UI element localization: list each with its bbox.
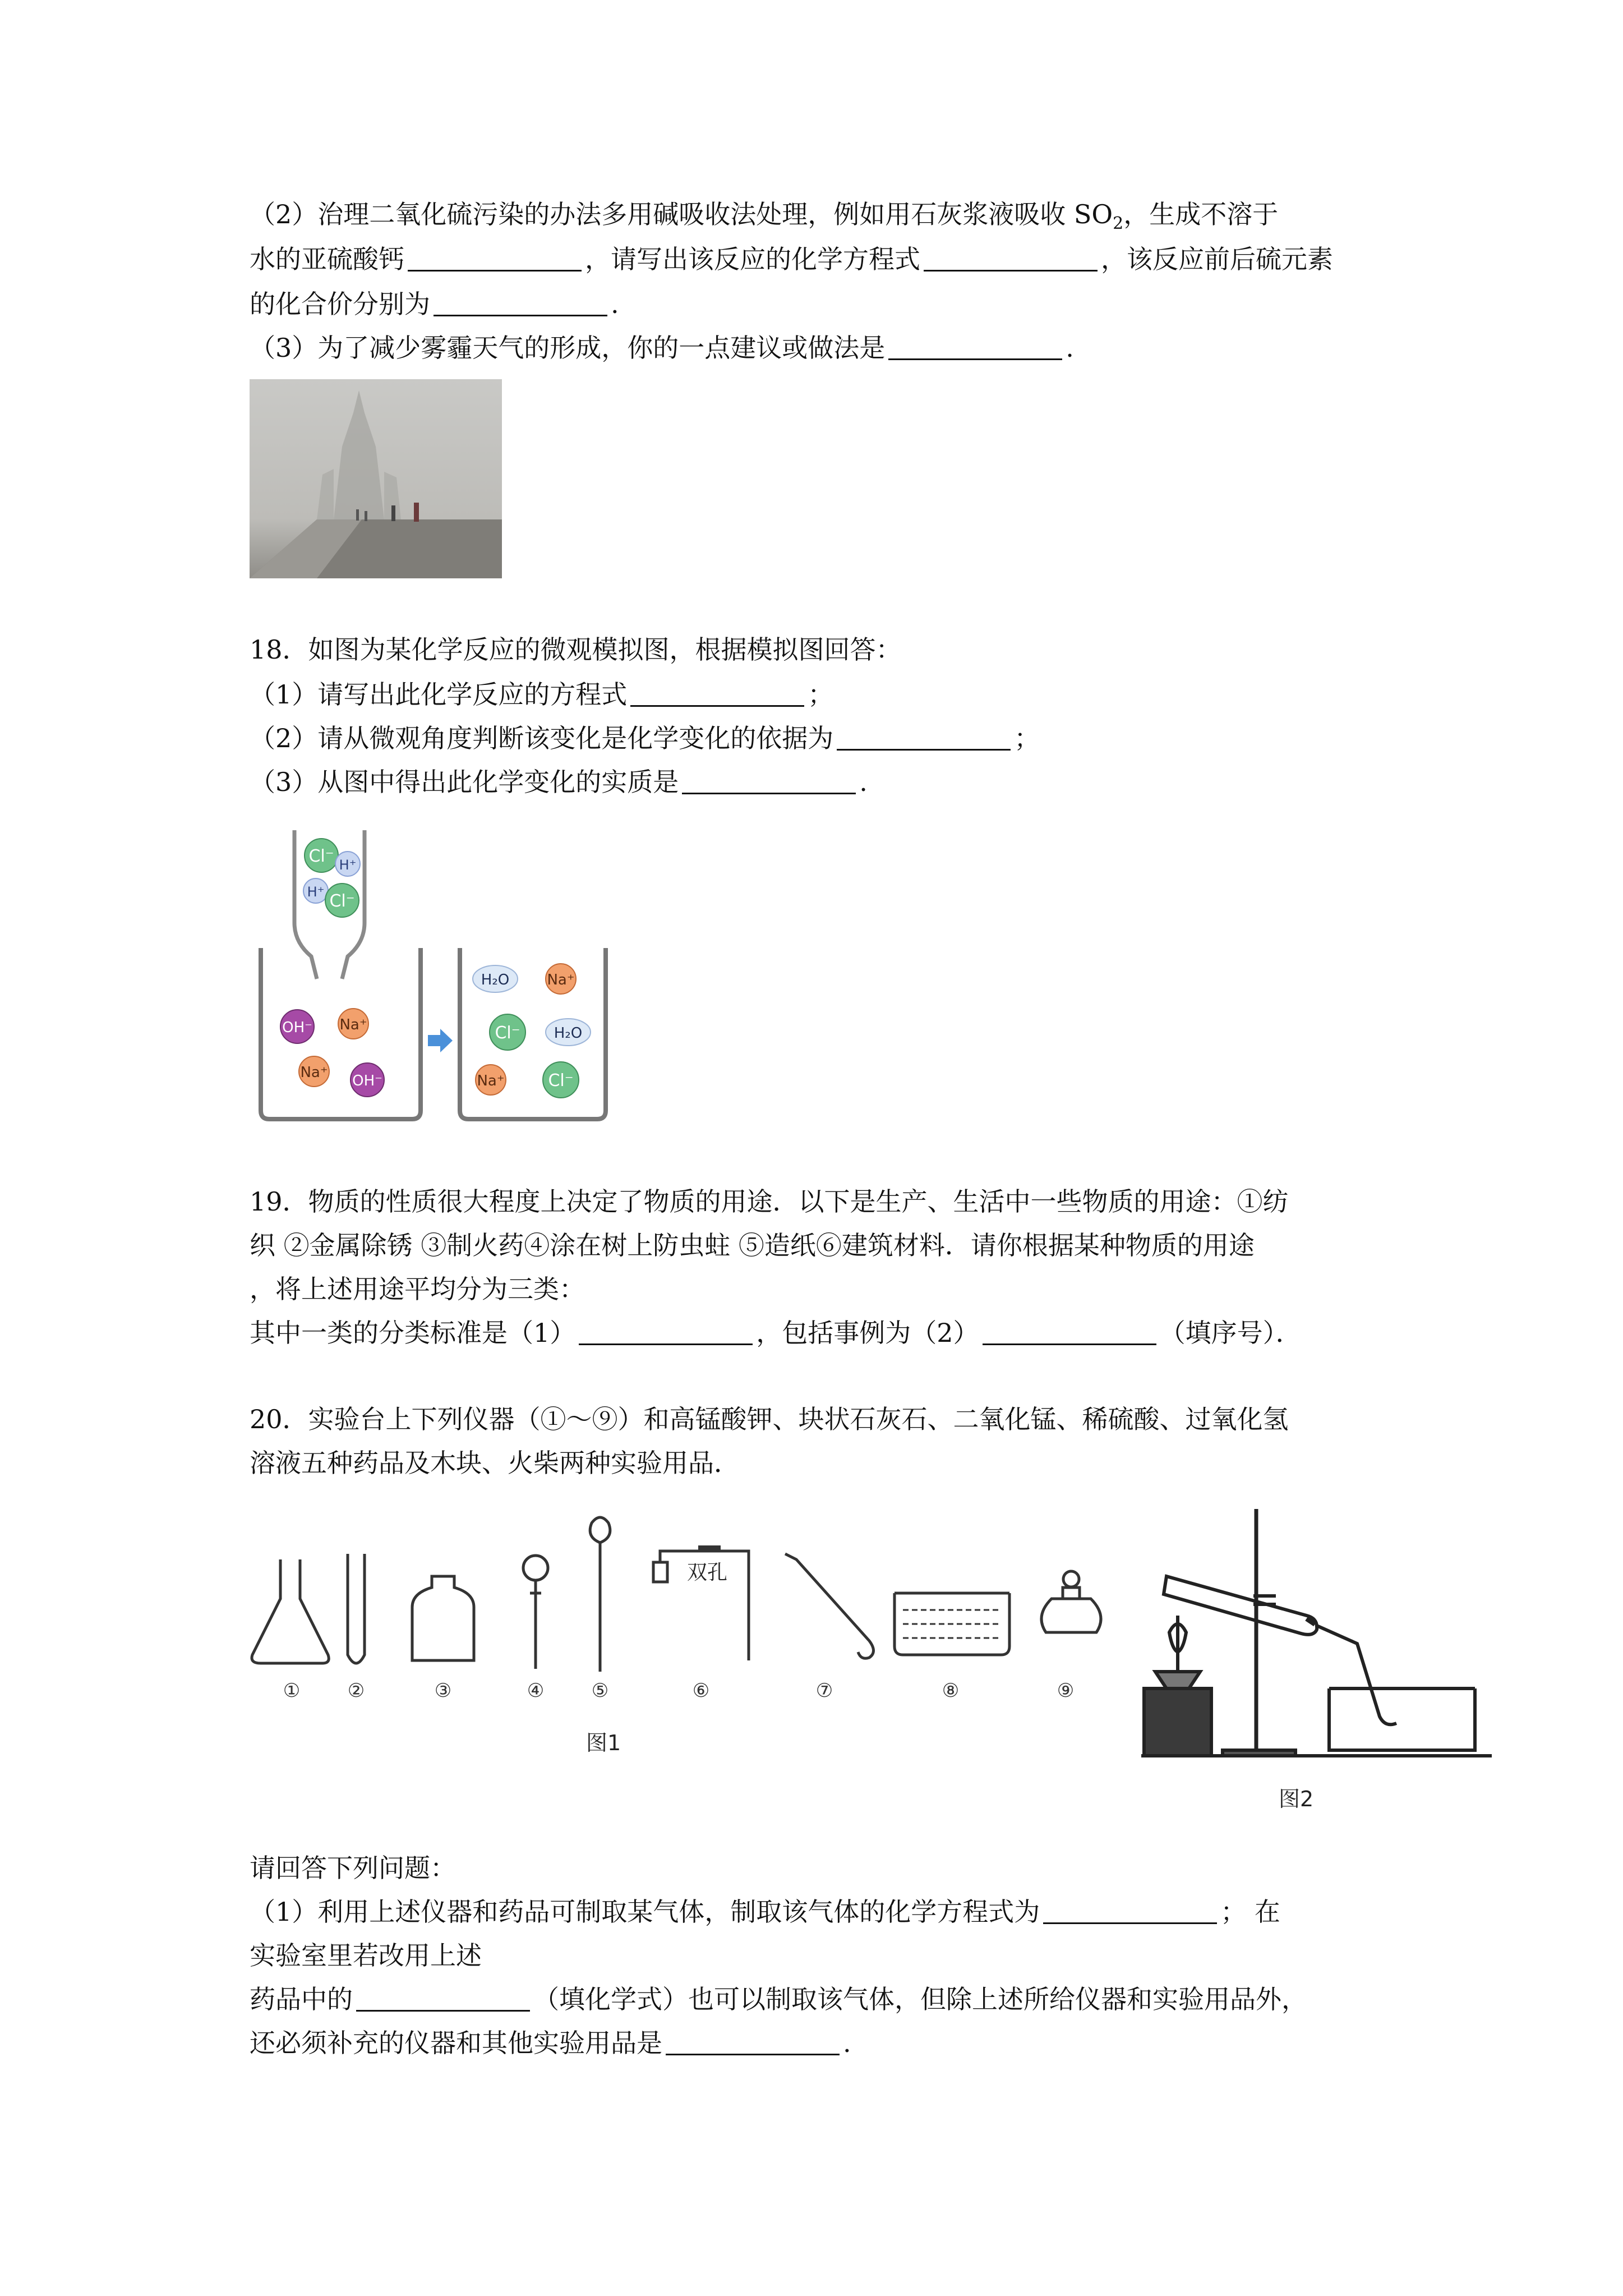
q18-stem bbox=[250, 633, 902, 666]
q20-text-2: 溶液五种药品及木块、火柴两种实验用品． bbox=[250, 1448, 740, 1478]
instrument-number: ⑦ bbox=[815, 1680, 833, 1702]
q17-part3-end: . bbox=[1066, 333, 1074, 363]
q20-part1-text-2: 实验室里若改用上述 bbox=[250, 1940, 482, 1971]
q17-text-b: ，请写出该反应的化学方程式 bbox=[585, 244, 920, 274]
ion-na bbox=[338, 1009, 368, 1039]
q17-part2-line1 bbox=[250, 197, 1278, 241]
q19-text-4c: （填序号）． bbox=[1159, 1318, 1302, 1348]
ion-oh bbox=[280, 1010, 314, 1043]
q17-part2-line2 bbox=[250, 242, 1333, 276]
q19-line2 bbox=[250, 1228, 1255, 1262]
q17-part3-text: （3）为了减少雾霾天气的形成，你的一点建议或做法是 bbox=[250, 333, 886, 363]
ion-cl bbox=[325, 884, 359, 917]
q20-part1-text: （1）利用上述仪器和药品可制取某气体，制取该气体的化学方程式为 bbox=[250, 1897, 1040, 1927]
figure-1-label: 图1 bbox=[586, 1731, 621, 1755]
so2-subscript: 2 bbox=[1113, 214, 1124, 234]
ion-na bbox=[299, 1056, 329, 1087]
ion-label: Na⁺ bbox=[547, 972, 575, 988]
q19-line1 bbox=[250, 1185, 1289, 1218]
ion-label: Cl⁻ bbox=[329, 891, 355, 911]
gas-bottle-icon bbox=[412, 1576, 474, 1660]
double-hole-label: 双孔 bbox=[687, 1561, 728, 1584]
q20-ask-text: 请回答下列问题： bbox=[250, 1853, 456, 1883]
stopper-icon bbox=[653, 1562, 667, 1582]
alcohol-lamp-icon bbox=[1041, 1599, 1101, 1632]
water-trough-icon bbox=[1329, 1688, 1475, 1750]
ion-h bbox=[303, 878, 328, 903]
micro-reaction-diagram bbox=[250, 825, 620, 1128]
q19-line4 bbox=[250, 1316, 1302, 1350]
q18-part3-end: . bbox=[859, 767, 868, 797]
instrument-number: ④ bbox=[527, 1680, 545, 1702]
long-funnel-icon bbox=[590, 1517, 610, 1672]
ion-label: Na⁺ bbox=[339, 1016, 367, 1033]
figure-2-label: 图2 bbox=[1279, 1787, 1314, 1811]
ion-label: Cl⁻ bbox=[548, 1071, 574, 1091]
ion-h bbox=[335, 852, 360, 876]
answer-blank[interactable] bbox=[356, 1985, 530, 2012]
instrument-number: ⑨ bbox=[1057, 1680, 1075, 1702]
molecule-h2o bbox=[473, 965, 518, 992]
answer-blank[interactable] bbox=[837, 724, 1011, 751]
q19-text-4b: ，包括事例为（2） bbox=[756, 1318, 979, 1348]
answer-blank[interactable] bbox=[983, 1319, 1156, 1345]
q20-part1-text-3b: （填化学式）也可以制取该气体，但除上述所给仪器和实验用品外， bbox=[533, 1984, 1307, 2014]
answer-blank[interactable] bbox=[1043, 1898, 1217, 1924]
q17-text-e: . bbox=[611, 289, 619, 319]
instrument-number: ⑤ bbox=[591, 1680, 609, 1702]
instrument-number: ⑧ bbox=[942, 1680, 960, 1702]
q19-text-4a: 其中一类的分类标准是（1） bbox=[250, 1318, 576, 1348]
ion-label: H⁺ bbox=[307, 884, 325, 900]
q17-part2-line3 bbox=[250, 287, 619, 321]
answer-blank[interactable] bbox=[888, 334, 1062, 360]
q20-part1-line4 bbox=[250, 2026, 851, 2060]
q19-text-3: ，将上述用途平均分为三类： bbox=[250, 1274, 585, 1304]
answer-blank[interactable] bbox=[924, 245, 1098, 272]
q17-part2-text: （2）治理二氧化硫污染的办法多用碱吸收法处理，例如用石灰浆液吸收 SO bbox=[250, 199, 1113, 229]
test-tube-icon bbox=[348, 1554, 365, 1663]
q17-text-a: 水的亚硫酸钙 bbox=[250, 244, 404, 274]
q17-part2-tail: ，生成不溶于 bbox=[1123, 199, 1279, 229]
instrument-number: ① bbox=[283, 1680, 301, 1702]
ion-label: Cl⁻ bbox=[495, 1023, 520, 1043]
answer-blank[interactable] bbox=[666, 2029, 840, 2055]
q20-part1-text-4b: . bbox=[843, 2028, 851, 2058]
ion-cl bbox=[543, 1062, 579, 1098]
q20-line1 bbox=[250, 1402, 1289, 1436]
q20-part1-text-3a: 药品中的 bbox=[250, 1984, 353, 2014]
ion-cl bbox=[305, 839, 338, 872]
bent-tube-icon bbox=[785, 1554, 874, 1658]
q20-ask bbox=[250, 1851, 456, 1885]
answer-blank[interactable] bbox=[579, 1319, 753, 1345]
q19-text-2: 织 ②金属除锈 ③制火药④涂在树上防虫蛀 ⑤造纸⑥建筑材料．请你根据某种物质的用途 bbox=[250, 1230, 1255, 1260]
q19-line3 bbox=[250, 1272, 585, 1306]
ion-oh bbox=[351, 1063, 384, 1097]
q20-part1-text-4a: 还必须补充的仪器和其他实验用品是 bbox=[250, 2028, 662, 2058]
instrument-number: ② bbox=[347, 1680, 365, 1702]
ion-na bbox=[546, 964, 576, 994]
answer-blank[interactable] bbox=[630, 680, 804, 707]
q19-text-1: 19．物质的性质很大程度上决定了物质的用途．以下是生产、生活中一些物质的用途：①纺 bbox=[250, 1186, 1289, 1217]
molecule-h2o bbox=[546, 1019, 591, 1046]
q17-text-d: 的化合价分别为 bbox=[250, 289, 430, 319]
q18-part1 bbox=[250, 678, 833, 711]
ion-label: OH⁻ bbox=[282, 1019, 312, 1036]
heated-tube-icon bbox=[1164, 1576, 1317, 1635]
ion-label: H⁺ bbox=[339, 857, 357, 873]
smog-photo bbox=[250, 379, 502, 578]
q18-stem-text: 18．如图为某化学反应的微观模拟图，根据模拟图回答： bbox=[250, 634, 902, 665]
ion-label: Na⁺ bbox=[477, 1073, 505, 1089]
ion-label: OH⁻ bbox=[352, 1073, 382, 1089]
wooden-block-icon bbox=[1144, 1688, 1211, 1756]
q18-part1-end: ； bbox=[808, 679, 834, 710]
instrument-number: ⑥ bbox=[692, 1680, 710, 1702]
ion-label: H₂O bbox=[554, 1025, 583, 1042]
answer-blank[interactable] bbox=[682, 768, 856, 794]
figure-1-instruments bbox=[250, 1503, 1113, 1761]
q18-part1-text: （1）请写出此化学反应的方程式 bbox=[250, 679, 628, 710]
q18-part2-end: ； bbox=[1014, 723, 1040, 753]
q20-part1-line2 bbox=[250, 1939, 482, 1972]
q18-part2 bbox=[250, 721, 1040, 755]
conical-flask-icon bbox=[252, 1559, 329, 1663]
ion-na bbox=[476, 1065, 506, 1095]
ion-label: Cl⁻ bbox=[308, 846, 334, 866]
answer-blank[interactable] bbox=[408, 245, 582, 272]
ion-label: H₂O bbox=[481, 972, 510, 988]
q17-text-c: ，该反应前后硫元素 bbox=[1101, 244, 1333, 274]
alcohol-lamp-icon bbox=[1155, 1672, 1200, 1688]
q20-part1-end: ； 在 bbox=[1220, 1897, 1280, 1927]
ion-cl bbox=[490, 1014, 525, 1050]
q18-part3 bbox=[250, 765, 868, 799]
q20-line2 bbox=[250, 1446, 740, 1480]
ion-label: Na⁺ bbox=[300, 1064, 328, 1081]
q20-part1-line3 bbox=[250, 1982, 1307, 2016]
answer-blank[interactable] bbox=[434, 290, 607, 316]
funnel-bulb-icon bbox=[523, 1556, 548, 1580]
q18-part2-text: （2）请从微观角度判断该变化是化学变化的依据为 bbox=[250, 723, 834, 753]
q20-text-1: 20．实验台上下列仪器（①～⑨）和高锰酸钾、块状石灰石、二氧化锰、稀硫酸、过氧化氢 bbox=[250, 1404, 1289, 1434]
figure-2-apparatus bbox=[1138, 1503, 1497, 1818]
q18-part3-text: （3）从图中得出此化学变化的实质是 bbox=[250, 767, 679, 797]
q17-part3 bbox=[250, 331, 1074, 365]
instrument-number: ③ bbox=[434, 1680, 452, 1702]
q20-part1-line1 bbox=[250, 1895, 1280, 1929]
